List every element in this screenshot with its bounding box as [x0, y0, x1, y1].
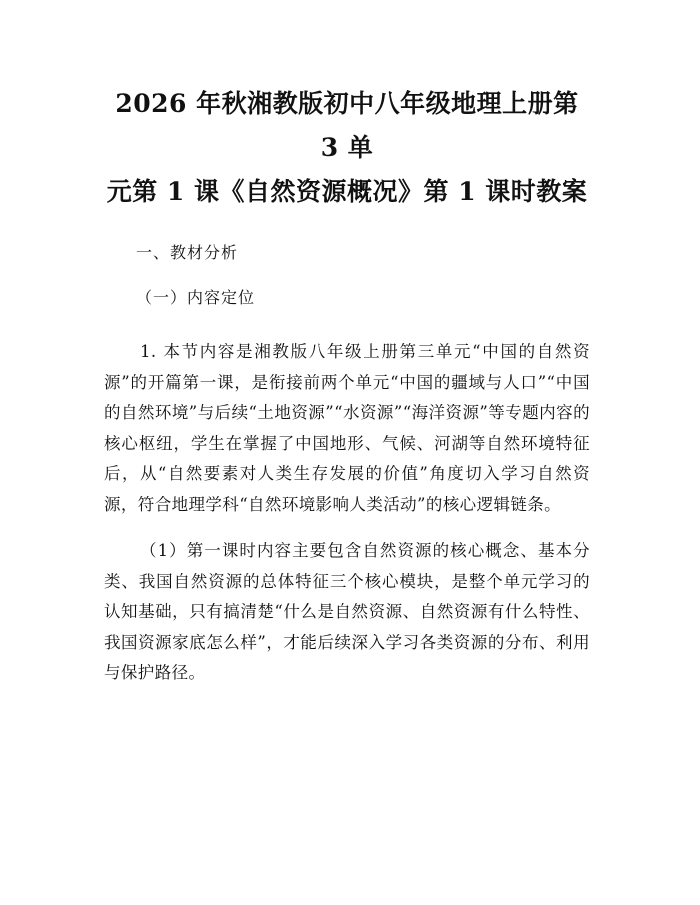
document-title-line-2: 元第 1 课《自然资源概况》第 1 课时教案 — [106, 177, 588, 206]
paragraph-content-positioning-2: （1）第一课时内容主要包含自然资源的核心概念、基本分类、我国自然资源的总体特征三个核心模块，是整个单元学习的认知基础，只有搞清楚“什么是自然资源、自然资源有什么特性、我国资源家底怎么样”，才能后续深入学习各类资源的分布、利用与保护路径。 — [104, 541, 590, 682]
document-title — [104, 82, 590, 214]
document-title-line-1: 2026 年秋湘教版初中八年级地理上册第 3 单 — [115, 89, 579, 162]
paragraph-content-positioning-1: 1. 本节内容是湘教版八年级上册第三单元“中国的自然资源”的开篇第一课，是衔接前两个单元“中国的疆域与人口”“中国的自然环境”与后续“土地资源”“水资源”“海洋资源”等专题内容的核心枢纽，学生在掌握了中国地形、气候、河湖等自然环境特征后，从“自然要素对人类生存发展的价值”角度切入学习自然资源，符合地理学科“自然环境影响人类活动”的核心逻辑链条。 — [104, 342, 590, 514]
subsection-heading-content-positioning: （一）内容定位 — [136, 288, 256, 307]
section-heading-textbook-analysis: 一、教材分析 — [136, 243, 239, 262]
